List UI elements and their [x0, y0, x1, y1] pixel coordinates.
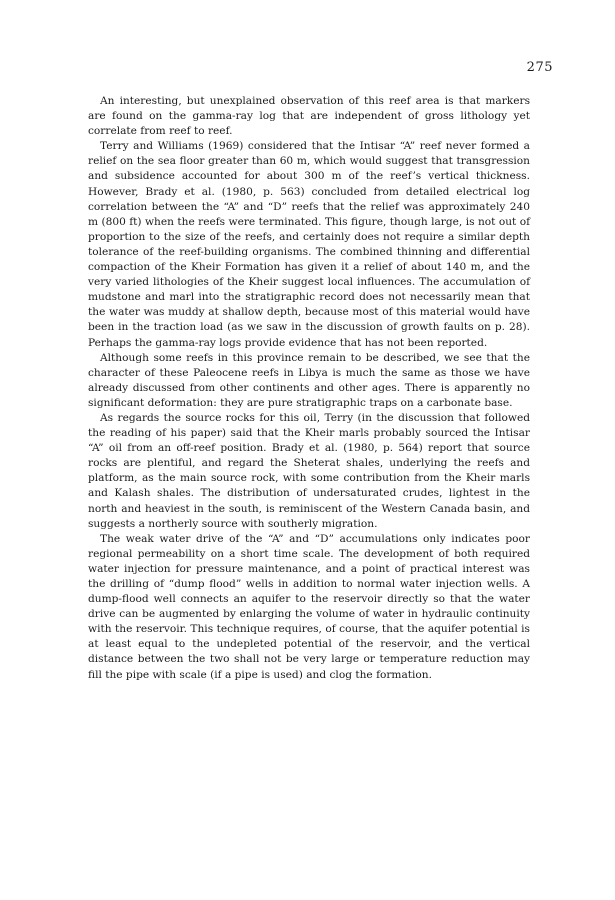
paragraph: An interesting, but unexplained observation of this reef area is that markers are found on the gamma-ray log that are independent of gross lithology yet correlate from reef to reef.: [88, 95, 530, 138]
paragraph: As regards the source rocks for this oil, Terry (in the discussion that followed the reading of his paper) said that the Kheir marls probably sourced the Intisar “A” oil from an off-reef position. Brady et al. (1980, p. 564) report that source rocks are plentiful, and regard the Sheterat shales, underlying the reefs and platform, as the main source rock, with some contribution from the Kheir marls and Kalash shales. The distribution of undersaturated crudes, lightest in the north and heaviest in the south, is reminiscent of the Western Canada basin, and suggests a northerly source with southerly migration.: [88, 411, 530, 530]
paragraph: Terry and Williams (1969) considered that the Intisar “A” reef never formed a relief on the sea floor greater than 60 m, which would suggest that transgression and subsidence accounted for about 300 m of the reef’s vertical thickness. However, Brady et al. (1980, p. 563) concluded from detailed electrical log correlation between the “A” and “D” reefs that the relief was approximately 240 m (800 ft) when the reefs were terminated. This figure, though large, is not out of proportion to the size of the reefs, and certainly does not require a similar depth tolerance of the reef-building organisms. The combined thinning and differential compaction of the Kheir Formation has given it a relief of about 140 m, and the very varied lithologies of the Kheir suggest local influences. The accumulation of mudstone and marl into the stratigraphic record does not necessarily mean that the water was muddy at shallow depth, because most of this material would have been in the traction load (as we saw in the discussion of growth faults on p. 28). Perhaps the gamma-ray logs provide evidence that has not been reported.: [88, 140, 530, 349]
paragraph: The weak water drive of the “A” and “D” accumulations only indicates poor regional permeability on a short time scale. The development of both required water injection for pressure maintenance, and a point of practical interest was the drilling of “dump flood” wells in addition to normal water injection wells. A dump-flood well connects an aquifer to the reservoir directly so that the water drive can be augmented by enlarging the volume of water in hydraulic continuity with the reservoir. This technique requires, of course, that the aquifer potential is at least equal to the undepleted potential of the reservoir, and the vertical distance between the two shall not be very large or temperature reduction may fill the pipe with scale (if a pipe is used) and clog the formation.: [88, 532, 530, 681]
body-text: [88, 94, 530, 683]
page-number: 275: [526, 60, 553, 75]
paragraph: Although some reefs in this province remain to be described, we see that the character of these Paleocene reefs in Libya is much the same as those we have already discussed from other continents and other ages. There is apparently no significant deformation: they are pure stratigraphic traps on a carbonate base.: [88, 351, 530, 409]
